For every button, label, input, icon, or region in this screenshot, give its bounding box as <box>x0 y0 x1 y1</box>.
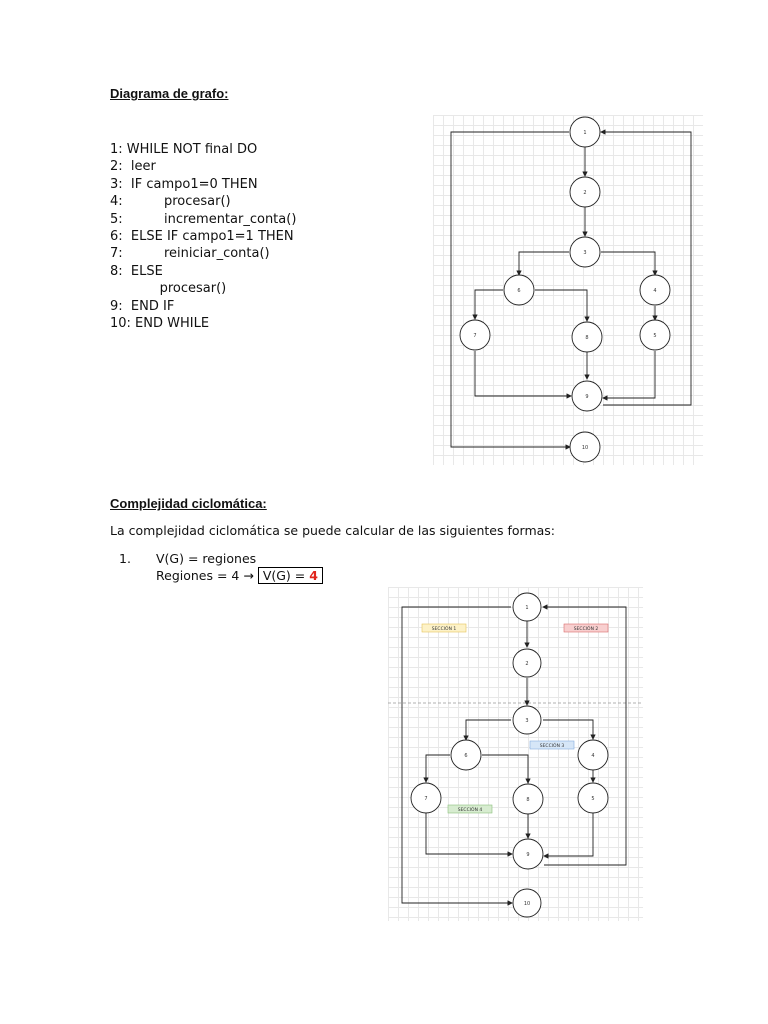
code-line: 10: END WHILE <box>110 316 210 332</box>
intro-text: La complejidad ciclomática se puede calcular de las siguientes formas: <box>110 523 556 538</box>
node-label: 6 <box>464 753 468 759</box>
section-heading-graph: Diagrama de grafo: <box>110 86 229 101</box>
code-line: 9: END IF <box>110 298 175 314</box>
region-label: SECCIÓN 1 <box>431 627 457 632</box>
code-line: 4: procesar() <box>110 194 231 210</box>
flow-graph-svg <box>433 115 703 465</box>
node-label: 10 <box>581 445 589 451</box>
region-label: SECCIÓN 2 <box>573 627 599 632</box>
node-label: 4 <box>653 288 657 294</box>
node-label: 1 <box>525 605 529 611</box>
node-label: 5 <box>591 796 595 802</box>
code-line: 8: ELSE <box>110 263 163 279</box>
node-label: 5 <box>653 333 657 339</box>
result-value: 4 <box>309 568 318 583</box>
regions-text: Regiones = 4 → <box>156 568 254 583</box>
code-line: 2: leer <box>110 159 156 175</box>
node-label: 1 <box>583 130 587 136</box>
node-label: 9 <box>526 852 530 858</box>
code-line: 1: WHILE NOT final DO <box>110 142 258 157</box>
node-label: 10 <box>523 901 531 907</box>
list-item-line: V(G) = regiones <box>156 551 257 566</box>
code-line: procesar() <box>110 281 227 297</box>
node-label: 8 <box>585 335 589 341</box>
node-label: 9 <box>585 394 589 400</box>
flow-graph-diagram <box>433 115 703 465</box>
node-label: 3 <box>583 250 587 256</box>
code-line: 6: ELSE IF campo1=1 THEN <box>110 229 294 245</box>
result-label: V(G) = <box>262 568 310 583</box>
node-label: 8 <box>526 797 530 803</box>
code-line: 3: IF campo1=0 THEN <box>110 176 258 192</box>
code-line: 5: incrementar_conta() <box>110 211 297 227</box>
list-number: 1. <box>119 551 131 566</box>
result-box <box>258 567 323 584</box>
list-item-result <box>156 568 323 583</box>
regions-graph-diagram <box>388 587 643 921</box>
code-line: 7: reiniciar_conta() <box>110 246 270 262</box>
node-label: 7 <box>473 333 477 339</box>
node-label: 7 <box>424 796 428 802</box>
pseudocode-block <box>110 141 296 332</box>
region-label: SECCIÓN 4 <box>457 808 483 813</box>
regions-graph-svg <box>388 587 643 921</box>
region-label: SECCIÓN 3 <box>539 744 565 749</box>
node-label: 4 <box>591 753 595 759</box>
node-label: 6 <box>517 288 521 294</box>
node-label: 3 <box>525 718 529 724</box>
section-heading-complexity: Complejidad ciclomática: <box>110 496 267 511</box>
node-label: 2 <box>583 190 587 196</box>
node-label: 2 <box>525 661 529 667</box>
